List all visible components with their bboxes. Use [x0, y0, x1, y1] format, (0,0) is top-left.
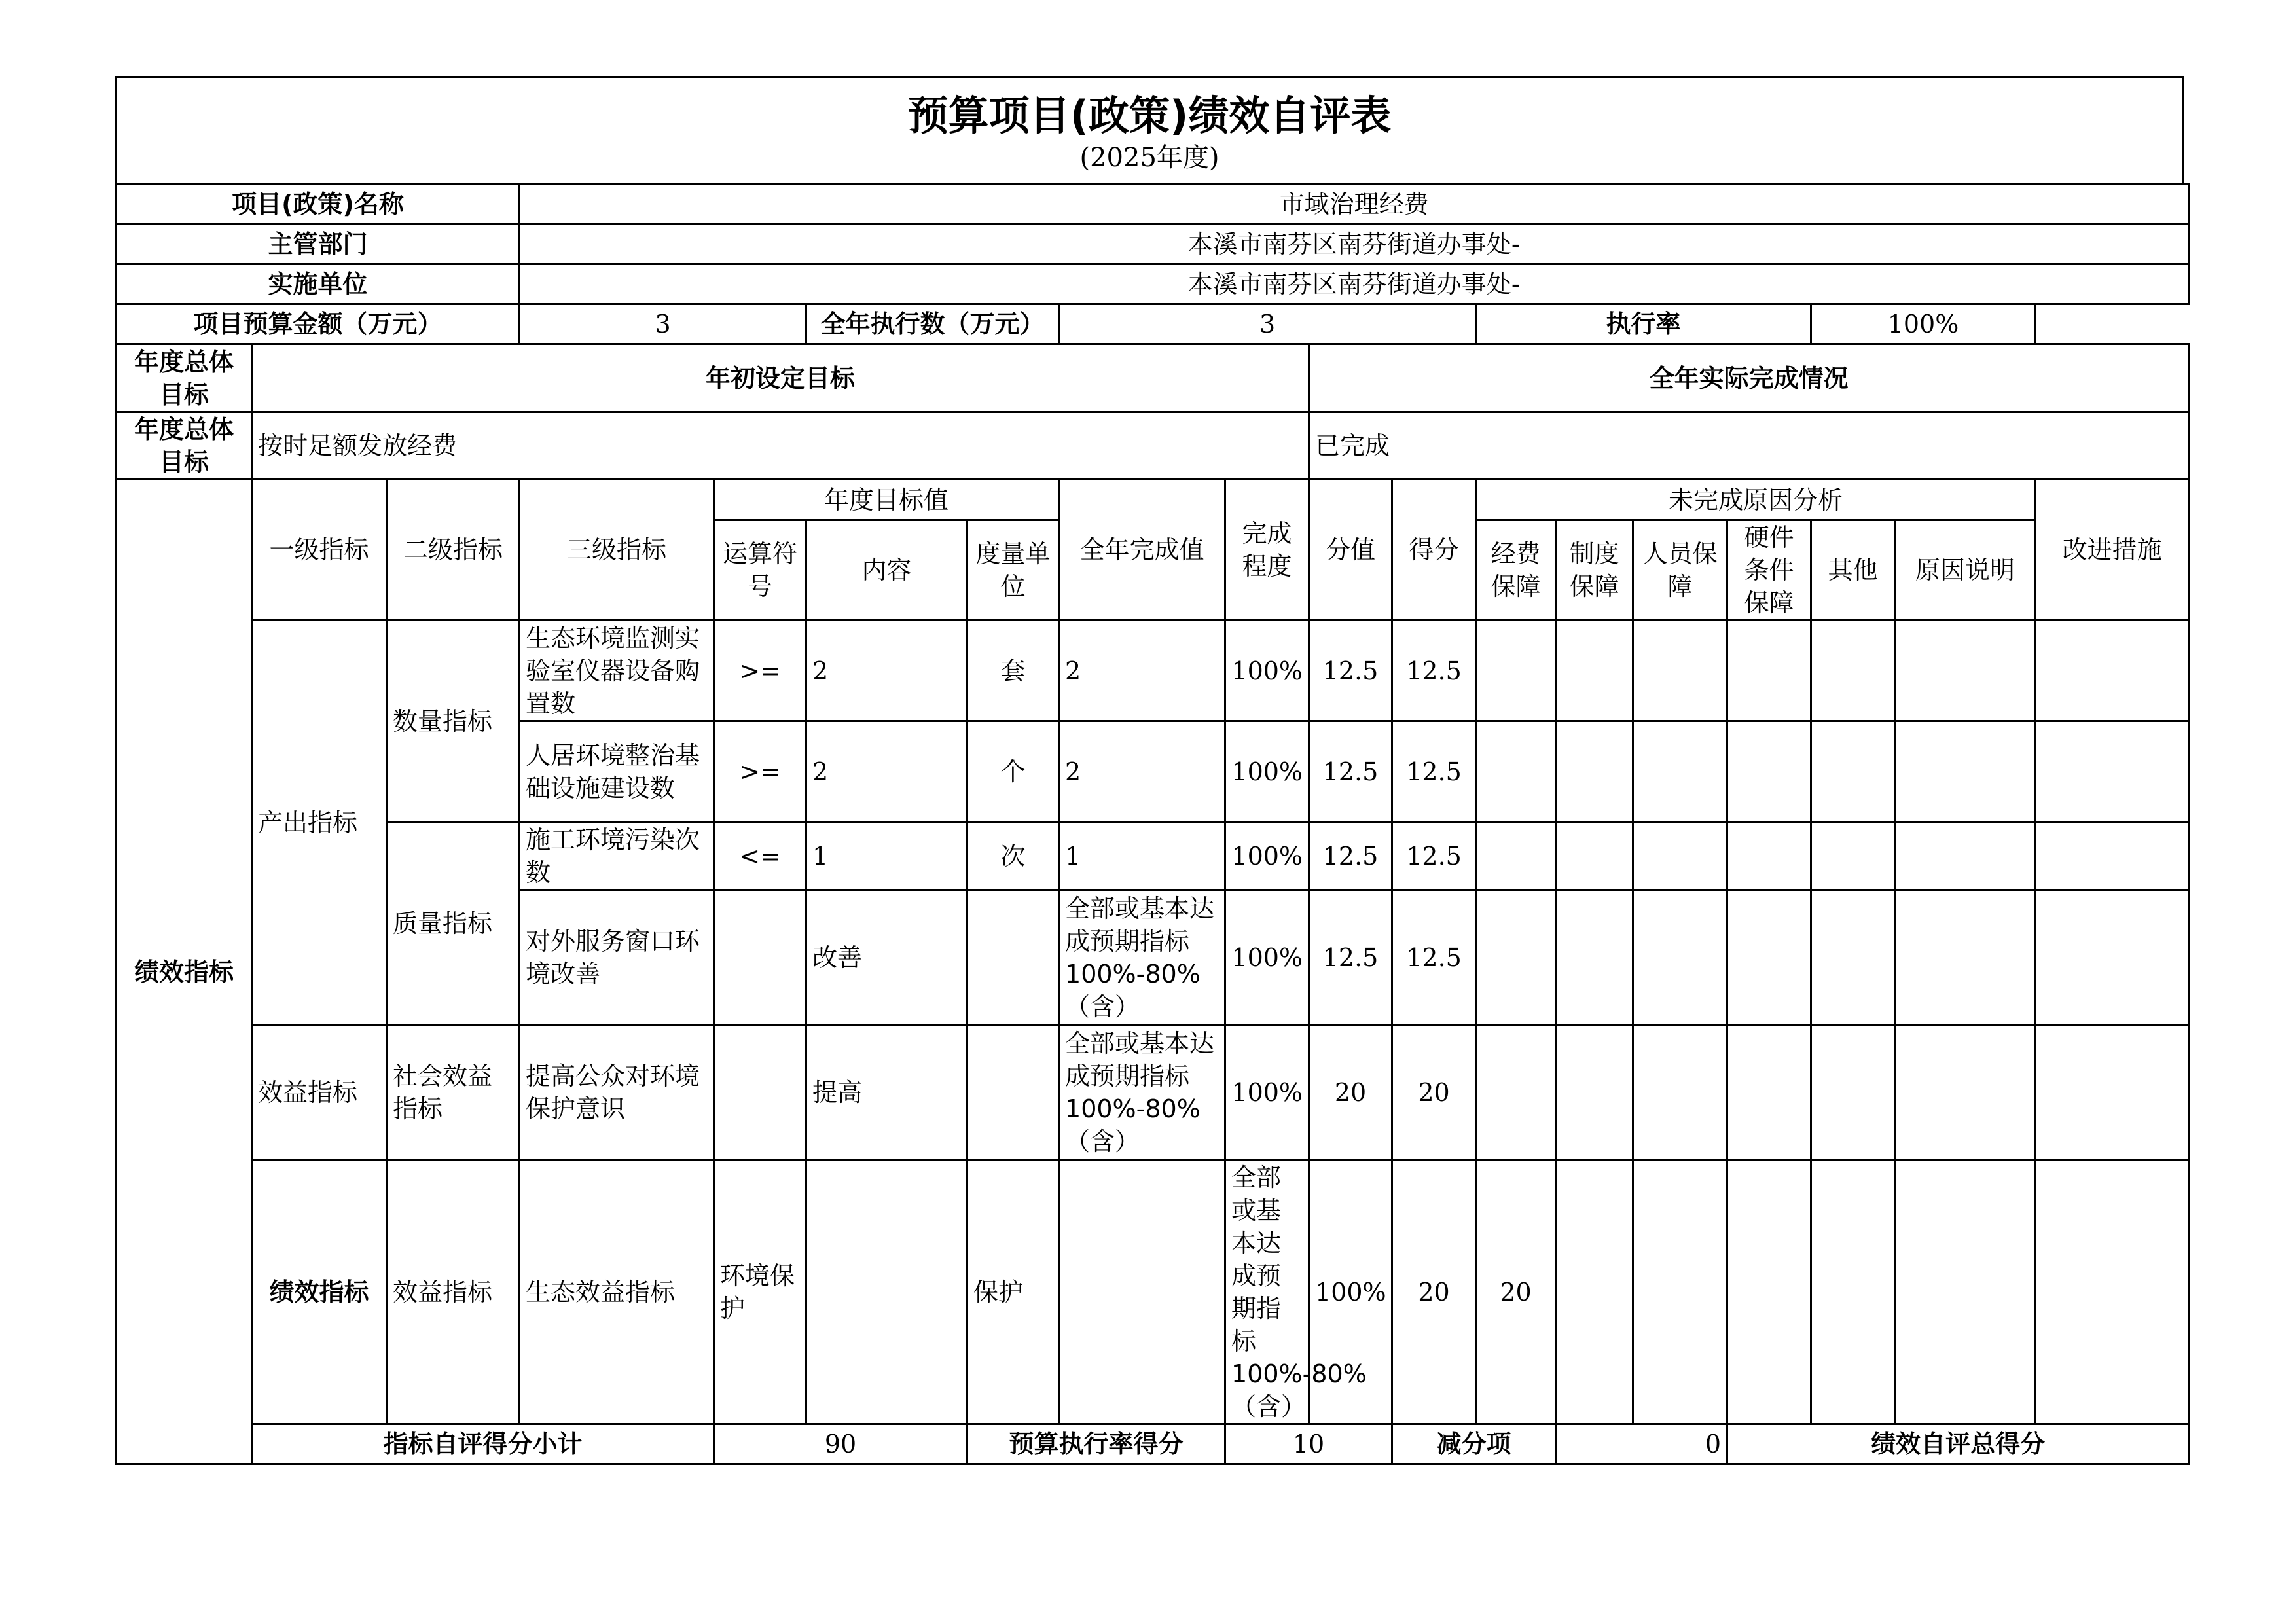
- completion-cell: 100%: [1309, 1161, 1392, 1424]
- header-level3: 三级指标: [520, 480, 714, 621]
- l1-benefit: 效益指标: [252, 1025, 387, 1161]
- header-content: 内容: [806, 520, 967, 621]
- l3-cell: 人居环境整治基础设施建设数: [520, 721, 714, 823]
- content-cell: 2: [806, 721, 967, 823]
- project-name-value: 市域治理经费: [520, 185, 2189, 225]
- empty-cell: [1895, 621, 2036, 721]
- budget-label: 项目预算金额（万元）: [117, 304, 520, 344]
- empty-cell: [1727, 823, 1811, 890]
- goal-label-1: 年度总体目标: [117, 344, 252, 412]
- empty-cell: [2036, 890, 2189, 1025]
- empty-cell: [2036, 621, 2189, 721]
- empty-cell: [1811, 721, 1895, 823]
- empty-cell: [1895, 1025, 2036, 1161]
- actual-cell: 全部或基本达成预期指标100%-80%（含）: [1059, 1025, 1225, 1161]
- indicator-row: [117, 823, 2189, 890]
- header-reason-group: 未完成原因分析: [1476, 480, 2036, 520]
- empty-cell: [1727, 1161, 1811, 1424]
- value-cell: 12.5: [1309, 721, 1392, 823]
- title-block: [115, 76, 2184, 183]
- empty-cell: [1811, 621, 1895, 721]
- dept-value: 本溪市南芬区南芬街道办事处-: [520, 225, 2189, 264]
- goal-initial: 按时足额发放经费: [252, 412, 1309, 480]
- row-budget: [117, 304, 2189, 344]
- l2-social: 社会效益指标: [387, 1025, 520, 1161]
- empty-cell: [1476, 621, 1556, 721]
- empty-cell: [2036, 1161, 2189, 1424]
- l1-benefit: 效益指标: [387, 1161, 520, 1424]
- empty-cell: [1895, 890, 2036, 1025]
- actual-cell: 2: [1059, 721, 1225, 823]
- header-score: 得分: [1392, 480, 1476, 621]
- exec-value: 3: [1059, 304, 1476, 344]
- row-goal-content: [117, 412, 2189, 480]
- empty-cell: [1556, 1161, 1633, 1424]
- value-cell: 12.5: [1309, 890, 1392, 1025]
- unit-cell: 次: [967, 823, 1059, 890]
- subtotal-value: 90: [714, 1424, 967, 1464]
- header-reason-system: 制度保障: [1556, 520, 1633, 621]
- indicator-section-label: 绩效指标: [117, 480, 252, 1464]
- header-improve: 改进措施: [2036, 480, 2189, 621]
- l3-cell: 环境保护: [714, 1161, 806, 1424]
- op-cell: [806, 1161, 967, 1424]
- op-cell: >=: [714, 721, 806, 823]
- document-title: 预算项目(政策)绩效自评表: [907, 92, 1392, 139]
- empty-cell: [1895, 823, 2036, 890]
- header-score-value: 分值: [1309, 480, 1392, 621]
- score-cell: 12.5: [1392, 823, 1476, 890]
- row-project-name: [117, 185, 2189, 225]
- completion-cell: 100%: [1225, 890, 1309, 1025]
- project-name-label: 项目(政策)名称: [117, 185, 520, 225]
- l3-cell: 生态环境监测实验室仪器设备购置数: [520, 621, 714, 721]
- value-cell: 20: [1309, 1025, 1392, 1161]
- header-reason-funding: 经费保障: [1476, 520, 1556, 621]
- empty-cell: [1811, 1161, 1895, 1424]
- empty-cell: [1727, 621, 1811, 721]
- document-year: (2025年度): [1079, 143, 1220, 173]
- content-cell: 1: [806, 823, 967, 890]
- l3-cell: 施工环境污染次数: [520, 823, 714, 890]
- op-cell: [714, 890, 806, 1025]
- deduct-label: 减分项: [1392, 1424, 1556, 1464]
- actual-cell: 1: [1059, 823, 1225, 890]
- evaluation-sheet: [115, 76, 2184, 1465]
- empty-cell: [1727, 890, 1811, 1025]
- l3-cell: 提高公众对环境保护意识: [520, 1025, 714, 1161]
- goal-label-2: 年度总体目标: [117, 412, 252, 480]
- l3-cell: 对外服务窗口环境改善: [520, 890, 714, 1025]
- op-cell: >=: [714, 621, 806, 721]
- empty-cell: [1476, 721, 1556, 823]
- completion-cell: 100%: [1225, 1025, 1309, 1161]
- score-cell: 12.5: [1392, 890, 1476, 1025]
- empty-cell: [2036, 721, 2189, 823]
- empty-cell: [1811, 890, 1895, 1025]
- value-cell: 20: [1392, 1161, 1476, 1424]
- header-operator: 运算符号: [714, 520, 806, 621]
- empty-cell: [1476, 1025, 1556, 1161]
- header-reason-desc: 原因说明: [1895, 520, 2036, 621]
- header-completion: 完成程度: [1225, 480, 1309, 621]
- empty-cell: [1727, 721, 1811, 823]
- score-cell: 20: [1392, 1025, 1476, 1161]
- goal-header-initial: 年初设定目标: [252, 344, 1309, 412]
- empty-cell: [1895, 1161, 2036, 1424]
- l2-quantity: 数量指标: [387, 621, 520, 823]
- impl-value: 本溪市南芬区南芬街道办事处-: [520, 264, 2189, 304]
- unit-cell: 个: [967, 721, 1059, 823]
- l2-eco: 生态效益指标: [520, 1161, 714, 1424]
- empty-cell: [1633, 1025, 1727, 1161]
- subtotal-label: 指标自评得分小计: [252, 1424, 714, 1464]
- empty-cell: [1633, 1161, 1727, 1424]
- deduct-value: 0: [1556, 1424, 1727, 1464]
- indicator-section-label-2: 绩效指标: [252, 1161, 387, 1424]
- op-cell: <=: [714, 823, 806, 890]
- row-goal-header: [117, 344, 2189, 412]
- actual-cell: 全部或基本达成预期指标100%-80%（含）: [1225, 1161, 1309, 1424]
- completion-cell: 100%: [1225, 621, 1309, 721]
- empty-cell: [1633, 823, 1727, 890]
- goal-header-actual: 全年实际完成情况: [1309, 344, 2189, 412]
- value-cell: 12.5: [1309, 621, 1392, 721]
- content-cell: 改善: [806, 890, 967, 1025]
- unit-cell: [1059, 1161, 1225, 1424]
- rate-label: 执行率: [1476, 304, 1811, 344]
- header-target-group: 年度目标值: [714, 480, 1059, 520]
- actual-cell: 全部或基本达成预期指标100%-80%（含）: [1059, 890, 1225, 1025]
- actual-cell: 2: [1059, 621, 1225, 721]
- header-unit: 度量单位: [967, 520, 1059, 621]
- indicator-row: [117, 1161, 2189, 1424]
- empty-cell: [1476, 890, 1556, 1025]
- completion-cell: 100%: [1225, 721, 1309, 823]
- completion-cell: 100%: [1225, 823, 1309, 890]
- empty-cell: [1633, 621, 1727, 721]
- header-reason-staff: 人员保障: [1633, 520, 1727, 621]
- content-cell: 2: [806, 621, 967, 721]
- empty-cell: [1811, 823, 1895, 890]
- header-reason-other: 其他: [1811, 520, 1895, 621]
- header-reason-hardware: 硬件条件保障: [1727, 520, 1811, 621]
- header-level1: 一级指标: [252, 480, 387, 621]
- row-indicator-header-1: [117, 480, 2189, 520]
- row-footer: [117, 1424, 2189, 1464]
- op-cell: [714, 1025, 806, 1161]
- unit-cell: 套: [967, 621, 1059, 721]
- content-cell: 提高: [806, 1025, 967, 1161]
- empty-cell: [1895, 721, 2036, 823]
- unit-cell: [967, 1025, 1059, 1161]
- rate-value: 100%: [1811, 304, 2036, 344]
- score-cell: 12.5: [1392, 721, 1476, 823]
- score-cell: 12.5: [1392, 621, 1476, 721]
- empty-cell: [1556, 721, 1633, 823]
- dept-label: 主管部门: [117, 225, 520, 264]
- empty-cell: [1556, 823, 1633, 890]
- empty-cell: [1633, 721, 1727, 823]
- exec-label: 全年执行数（万元）: [806, 304, 1059, 344]
- evaluation-table: [115, 183, 2190, 1465]
- empty-cell: [1633, 890, 1727, 1025]
- indicator-row: [117, 621, 2189, 721]
- empty-cell: [1811, 1025, 1895, 1161]
- budget-value: 3: [520, 304, 806, 344]
- empty-cell: [1556, 890, 1633, 1025]
- total-label: 绩效自评总得分: [1727, 1424, 2189, 1464]
- row-department: [117, 225, 2189, 264]
- impl-label: 实施单位: [117, 264, 520, 304]
- empty-cell: [1476, 823, 1556, 890]
- header-level2: 二级指标: [387, 480, 520, 621]
- unit-cell: [967, 890, 1059, 1025]
- row-impl-unit: [117, 264, 2189, 304]
- content-cell: 保护: [967, 1161, 1059, 1424]
- empty-cell: [2036, 823, 2189, 890]
- score-cell: 20: [1476, 1161, 1556, 1424]
- header-actual-value: 全年完成值: [1059, 480, 1225, 621]
- l2-quality: 质量指标: [387, 823, 520, 1025]
- empty-cell: [2036, 1025, 2189, 1161]
- budget-score-label: 预算执行率得分: [967, 1424, 1225, 1464]
- value-cell: 12.5: [1309, 823, 1392, 890]
- empty-cell: [1556, 621, 1633, 721]
- budget-score-value: 10: [1225, 1424, 1392, 1464]
- empty-cell: [1727, 1025, 1811, 1161]
- empty-cell: [1556, 1025, 1633, 1161]
- goal-actual: 已完成: [1309, 412, 2189, 480]
- indicator-row: [117, 1025, 2189, 1161]
- l1-output: 产出指标: [252, 621, 387, 1025]
